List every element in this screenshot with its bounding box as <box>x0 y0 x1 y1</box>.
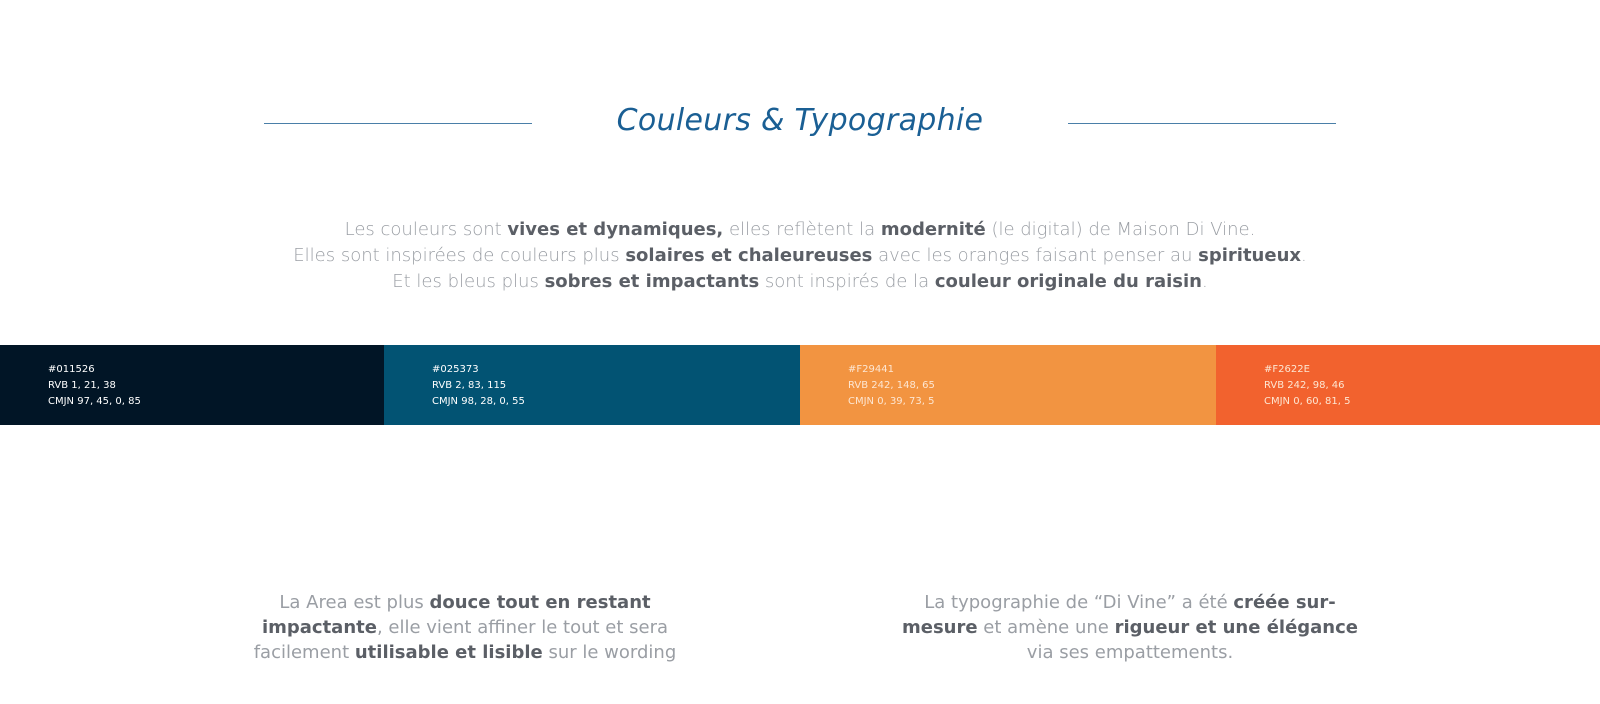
swatch-cmjn: CMJN 97, 45, 0, 85 <box>48 396 141 407</box>
area-emphasis: utilisable et lisible <box>354 642 543 663</box>
swatch-hex: #F29441 <box>848 364 894 375</box>
swatch-info <box>48 362 141 410</box>
title-rule-right <box>1068 123 1336 124</box>
swatch-info <box>432 362 525 410</box>
divine-emphasis: mesure <box>901 617 978 638</box>
intro-text: sont inspirés de la <box>759 271 935 292</box>
swatch-navy <box>0 345 384 425</box>
typography-area-description <box>226 590 704 665</box>
swatch-hex: #F2622E <box>1264 364 1310 375</box>
divine-text: La typographie de “Di Vine” a été <box>924 592 1234 613</box>
intro-line-3 <box>0 269 1600 295</box>
swatch-hex: #011526 <box>48 364 95 375</box>
intro-text: elles reflètent la <box>723 219 881 240</box>
section-header <box>0 96 1600 146</box>
intro-emphasis: sobres et impactants <box>544 271 760 292</box>
intro-line-1 <box>0 217 1600 243</box>
color-palette <box>0 345 1600 425</box>
intro-line-2 <box>0 243 1600 269</box>
swatch-blue <box>384 345 800 425</box>
divine-line-2 <box>870 615 1390 640</box>
area-line-1 <box>226 590 704 615</box>
area-emphasis: impactante <box>261 617 377 638</box>
area-text: , elle vient affiner le tout et sera <box>376 617 669 638</box>
divine-line-1 <box>870 590 1390 615</box>
intro-emphasis: solaires et chaleureuses <box>625 245 873 266</box>
intro-text: . <box>1201 271 1208 292</box>
intro-text: avec les oranges faisant penser au <box>872 245 1199 266</box>
area-line-3 <box>226 640 704 665</box>
swatch-dark-orange <box>1216 345 1600 425</box>
area-text: La Area est plus <box>279 592 430 613</box>
intro-text: (le digital) de Maison Di Vine. <box>985 219 1256 240</box>
swatch-rvb: RVB 1, 21, 38 <box>48 380 116 391</box>
swatch-rvb: RVB 2, 83, 115 <box>432 380 507 391</box>
intro-text: Les couleurs sont <box>344 219 508 240</box>
intro-emphasis: couleur originale du raisin <box>934 271 1202 292</box>
intro-emphasis: modernité <box>880 219 986 240</box>
divine-line-3 <box>870 640 1390 665</box>
divine-emphasis: créée sur- <box>1233 592 1336 613</box>
area-emphasis: douce tout en restant <box>429 592 651 613</box>
page-title: Couleurs & Typographie <box>616 103 984 138</box>
swatch-cmjn: CMJN 0, 39, 73, 5 <box>848 396 935 407</box>
intro-paragraph <box>0 217 1600 295</box>
typography-divine-description <box>870 590 1390 665</box>
divine-text: via ses empattements. <box>1026 642 1234 663</box>
area-line-2 <box>226 615 704 640</box>
swatch-cmjn: CMJN 98, 28, 0, 55 <box>432 396 525 407</box>
swatch-hex: #025373 <box>432 364 479 375</box>
swatch-rvb: RVB 242, 148, 65 <box>848 380 935 391</box>
swatch-cmjn: CMJN 0, 60, 81, 5 <box>1264 396 1351 407</box>
swatch-info <box>848 362 935 410</box>
intro-text: . <box>1301 245 1307 266</box>
area-text: facilement <box>253 642 355 663</box>
area-text: sur le wording <box>542 642 677 663</box>
swatch-info <box>1264 362 1350 410</box>
intro-emphasis: vives et dynamiques, <box>507 219 724 240</box>
intro-text: Et les bleus plus <box>392 271 545 292</box>
swatch-rvb: RVB 242, 98, 46 <box>1264 380 1345 391</box>
intro-text: Elles sont inspirées de couleurs plus <box>293 245 626 266</box>
divine-emphasis: rigueur et une élégance <box>1114 617 1358 638</box>
divine-text: et amène une <box>977 617 1115 638</box>
swatch-light-orange <box>800 345 1216 425</box>
intro-emphasis: spiritueux <box>1198 245 1301 266</box>
